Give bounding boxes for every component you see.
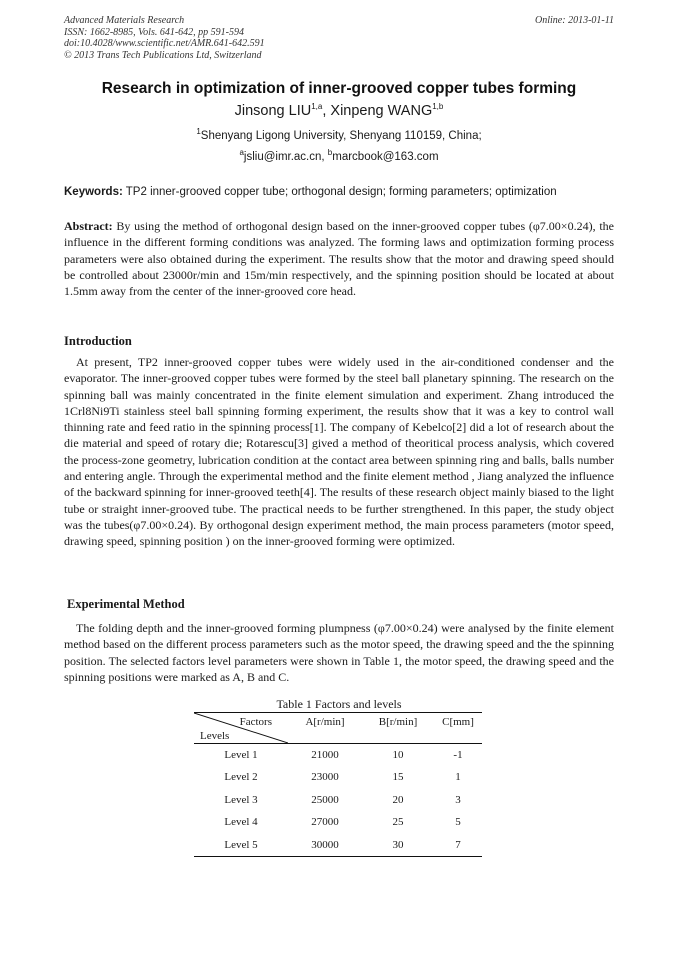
author-name: Jinsong LIU bbox=[234, 103, 312, 119]
experimental-text: The folding depth and the inner-grooved forming plumpness (φ7.00×0.24) were analysed by the finite element method based on the different process parameters such as the motor speed, the drawing speed and the the spinning position. The selected factors level parameters were shown in Table 1, the motor speed, the drawing speed and the spinning positions were marked as A, B and C. bbox=[64, 621, 614, 684]
table-header-row bbox=[194, 713, 482, 744]
table-cell: Level 3 bbox=[224, 793, 258, 806]
author-name: Xinpeng WANG bbox=[330, 103, 433, 119]
email-superscript: a bbox=[239, 148, 244, 158]
keywords-text: TP2 inner-grooved copper tube; orthogonal design; forming parameters; optimization bbox=[122, 186, 557, 198]
table-row bbox=[194, 789, 482, 812]
copyright-line: © 2013 Trans Tech Publications Ltd, Switzerland bbox=[64, 49, 262, 61]
author-superscript: 1,b bbox=[432, 102, 444, 112]
emails-line bbox=[0, 148, 678, 163]
abstract bbox=[64, 218, 614, 299]
email-superscript: b bbox=[327, 148, 333, 158]
table-cell: 30 bbox=[392, 838, 404, 851]
email-a: jsliu@imr.ac.cn, bbox=[243, 151, 328, 163]
table-cell: Level 4 bbox=[224, 816, 258, 829]
table-cell: 21000 bbox=[311, 749, 339, 761]
table-row bbox=[194, 744, 482, 767]
email-b: marcbook@163.com bbox=[332, 151, 439, 163]
issn-line: ISSN: 1662-8985, Vols. 641-642, pp 591-594 bbox=[64, 26, 244, 38]
table-cell: 20 bbox=[392, 793, 404, 806]
column-header: A[r/min] bbox=[305, 716, 345, 728]
factors-table bbox=[194, 712, 482, 857]
table-cell: 1 bbox=[455, 771, 461, 784]
table-cell: 25000 bbox=[311, 793, 339, 806]
table-cell: 3 bbox=[455, 793, 461, 806]
abstract-text: By using the method of orthogonal design based on the inner-grooved copper tubes (φ7.00×0.24), the influence in the different forming conditions was analyzed. The forming laws and optimization forming process parameters were also obtained during the experiment. The results show that the motor and drawing speed should be controlled about 23000r/min and 15m/min respectively, and the spinning position should be located at about 1.5mm away from the center of the inner-grooved core head. bbox=[64, 219, 614, 299]
keywords bbox=[64, 186, 624, 198]
table-cell: Level 5 bbox=[224, 838, 258, 851]
table-row bbox=[194, 811, 482, 834]
table-cell: -1 bbox=[453, 749, 463, 761]
affiliation-text: Shenyang Ligong University, Shenyang 110159, China; bbox=[200, 130, 482, 142]
affiliation bbox=[0, 127, 678, 142]
table-cell: 27000 bbox=[311, 816, 339, 829]
paper-title: Research in optimization of inner-grooved copper tubes forming bbox=[101, 80, 577, 97]
column-header: C[mm] bbox=[442, 716, 474, 728]
table-cell: 30000 bbox=[311, 838, 339, 851]
table-cell: 25 bbox=[392, 816, 404, 829]
introduction-text: At present, TP2 inner-grooved copper tubes were widely used in the air-conditioned condenser and the evaporator. The inner-grooved copper tubes were formed by the steel ball planetary spinning. The research on the spinning ball was mainly concentrated in the finite element simulation and experiment. Zhang introduced the 1Crl8Ni9Ti stainless steel ball spinning forming experiment, the results show that it was a key to control wall thinning rate and feed ratio in the spinning process[1]. The company of Kebelco[2] did a lot of research about the die material and speed of rotary die; Rotarescu[3] gived a method of theoritical process analysis, which covered the process-zone geometry, lubrication condition at the contact area between spinning ring and balls, balls number and entering angle. Through the experimental method and the finite element method , Jiang analyzed the influence of the backward spinning for inner-grooved teeth[4]. The results of these research object mainly biased to the light tube or straight inner-grooved tube. The practical needs to be further strengthened. In this paper, the study object was the tubes(φ7.00×0.24). By orthogonal design experiment method, the main process parameters (motor speed, drawing speed, spinning position ) on the inner-grooved forming were optimized. bbox=[64, 355, 614, 549]
table-cell: 5 bbox=[455, 816, 461, 829]
table-cell: 15 bbox=[392, 771, 404, 784]
table-cell: 23000 bbox=[311, 771, 339, 784]
doi-line: doi:10.4028/www.scientific.net/AMR.641-642.591 bbox=[64, 38, 265, 49]
table-corner-cell bbox=[194, 713, 288, 744]
table-row bbox=[194, 766, 482, 789]
journal-name: Advanced Materials Research bbox=[64, 15, 185, 26]
levels-label: Levels bbox=[200, 730, 230, 742]
factors-label: Factors bbox=[239, 716, 272, 728]
table-cell: Level 2 bbox=[224, 771, 258, 784]
online-date: Online: 2013-01-11 bbox=[535, 15, 614, 26]
table-caption: Table 1 Factors and levels bbox=[276, 697, 402, 711]
table-cell: 7 bbox=[455, 838, 461, 851]
affiliation-superscript: 1 bbox=[196, 127, 201, 137]
introduction-heading: Introduction bbox=[64, 334, 132, 348]
keywords-label: Keywords: bbox=[64, 186, 123, 198]
journal-header bbox=[64, 15, 265, 61]
table-cell: Level 1 bbox=[224, 749, 258, 761]
column-header: B[r/min] bbox=[378, 716, 418, 728]
author-superscript: 1,a bbox=[311, 102, 323, 112]
experimental-heading: Experimental Method bbox=[67, 597, 185, 611]
author-separator: , bbox=[322, 103, 331, 119]
table-row bbox=[194, 834, 482, 857]
authors-line bbox=[0, 103, 678, 119]
abstract-label: Abstract: bbox=[64, 219, 113, 233]
table-cell: 10 bbox=[392, 749, 404, 761]
